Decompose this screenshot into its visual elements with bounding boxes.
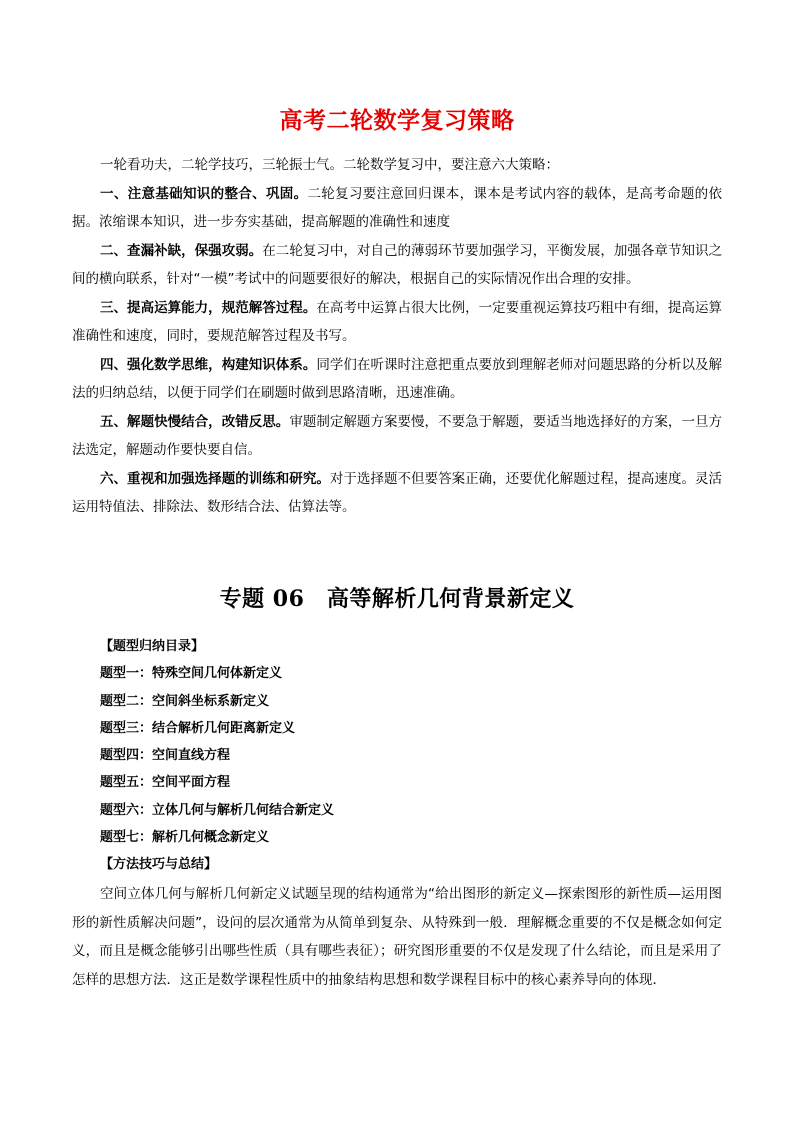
strategy-2-head: 二、查漏补缺，保强攻弱。 — [100, 242, 263, 259]
toc-item-4: 题型四：空间直线方程 — [100, 748, 231, 764]
strategy-3 — [72, 294, 722, 351]
summary-paragraph: 空间立体几何与解析几何新定义试题呈现的结构通常为“给出图形的新定义—探索图形的新性质—运用图形的新性质解决问题”，设问的层次通常为从简单到复杂、从特殊到一般．理解概念重要的不仅是概念如何定义，而且是概念能够引出哪些性质（具有哪些表征）；研究图形重要的不仅是发现了什么结论，而且是采用了怎样的思想方法．这正是数学课程性质中的抽象结构思想和数学课程目标中的核心素养导向的体现． — [72, 886, 722, 988]
method-summary — [72, 880, 722, 994]
toc-heading: 【题型归纳目录】 — [100, 639, 205, 654]
toc-item-6: 题型六：立体几何与解析几何结合新定义 — [100, 802, 335, 818]
strategy-3-body: 在高考中运算占很大比例，一定要重视运算技巧粗中有细，提高运算准确性和速度，同时，要规范解答过程及书写。 — [72, 299, 723, 344]
strategy-5-body: 审题制定解题方案要慢，不要急于解题，要适当地选择好的方案，一旦方法选定，解题动作要快要自信。 — [72, 413, 723, 458]
strategy-6 — [72, 465, 722, 522]
strategy-1-head: 一、注意基础知识的整合、巩固。 — [100, 185, 308, 202]
strategy-4-body: 同学们在听课时注意把重点要放到理解老师对问题思路的分析以及解法的归纳总结，以便于同学们在刷题时做到思路清晰，迅速准确。 — [72, 356, 723, 401]
intro-lead: 一轮看功夫，二轮学技巧，三轮振士气。二轮数学复习中，要注意六大策略： — [100, 157, 559, 173]
toc-item-3: 题型三：结合解析几何距离新定义 — [100, 720, 296, 736]
strategy-5 — [72, 408, 722, 465]
toc-item-2: 题型二：空间斜坐标系新定义 — [100, 693, 270, 709]
intro-section — [72, 151, 722, 522]
toc-item-5: 题型五：空间平面方程 — [100, 775, 231, 791]
strategy-1-body: 二轮复习要注意回归课本，课本是考试内容的载体，是高考命题的依据。浓缩课本知识，进一步夯实基础，提高解题的准确性和速度 — [72, 185, 723, 230]
topic-title: 专题 06 高等解析几何背景新定义 — [219, 586, 575, 612]
main-title: 高考二轮数学复习策略 — [279, 108, 515, 134]
toc-item-7: 题型七：解析几何概念新定义 — [100, 830, 270, 846]
method-heading: 【方法技巧与总结】 — [100, 857, 218, 873]
table-of-contents — [100, 633, 720, 879]
toc-item-1: 题型一：特殊空间几何体新定义 — [100, 666, 283, 682]
strategy-2 — [72, 237, 722, 294]
strategy-5-head: 五、解题快慢结合，改错反思。 — [100, 413, 290, 430]
strategy-1 — [72, 180, 722, 237]
strategy-4-head: 四、强化数学思维，构建知识体系。 — [100, 356, 317, 373]
strategy-6-body: 对于选择题不但要答案正确，还要优化解题过程，提高速度。灵活运用特值法、排除法、数形结合法、估算法等。 — [72, 470, 723, 515]
strategy-6-head: 六、重视和加强选择题的训练和研究。 — [100, 470, 330, 487]
strategy-4 — [72, 351, 722, 408]
strategy-2-body: 在二轮复习中，对自己的薄弱环节要加强学习，平衡发展，加强各章节知识之间的横向联系，针对“一模”考试中的问题要很好的解决，根据自己的实际情况作出合理的安排。 — [72, 242, 723, 287]
strategy-3-head: 三、提高运算能力，规范解答过程。 — [100, 299, 317, 316]
